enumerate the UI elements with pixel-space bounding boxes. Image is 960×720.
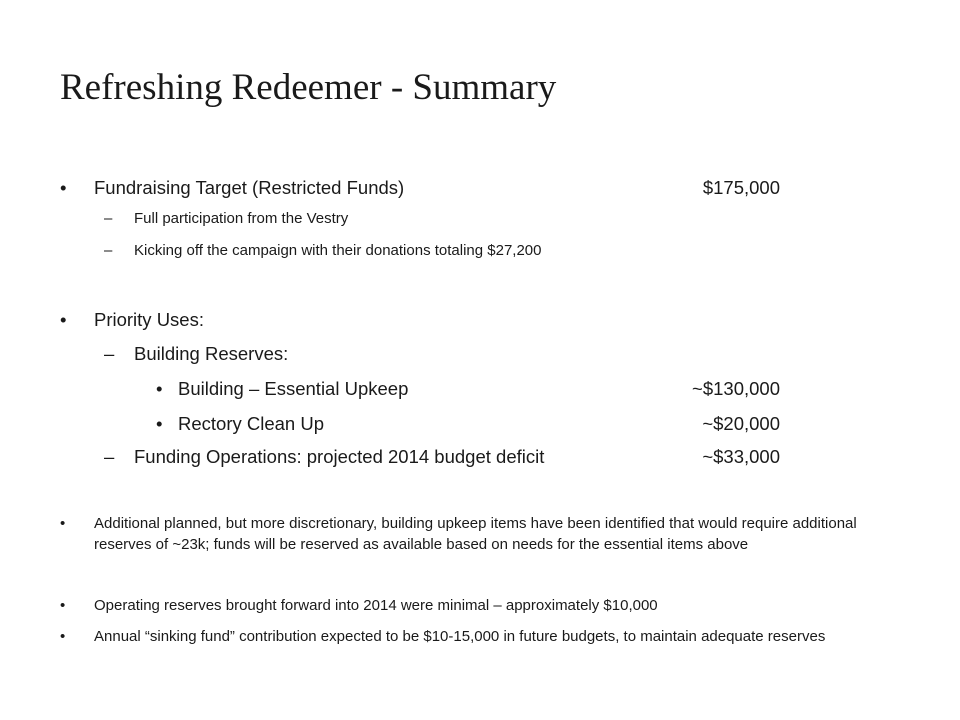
subitem-kickoff: Kicking off the campaign with their donations totaling $27,200 [134,242,542,259]
bullet-note-1: • [60,515,66,532]
bullet-fundraising: • [60,177,67,198]
note-operating-reserves: Operating reserves brought forward into 2014 were minimal – approximately $10,000 [94,597,658,614]
building-reserves-label: Building Reserves: [134,343,289,364]
slide-title: Refreshing Redeemer - Summary [60,67,557,108]
dash-kickoff: – [104,242,113,259]
dash-building-reserves: – [104,343,115,364]
rectory-amount: ~$20,000 [702,413,780,434]
bullet-essential-upkeep: • [156,378,163,399]
bullet-note-2: • [60,597,66,614]
note-additional-planned: Additional planned, but more discretionary, building upkeep items have been identified that would require additional reserves of ~23k; funds will be reserved as available based on needs for the essential items above [94,515,857,553]
essential-upkeep-label: Building – Essential Upkeep [178,378,409,399]
bullet-priority: • [60,309,67,330]
operations-amount: ~$33,000 [702,446,780,467]
note-sinking-fund: Annual “sinking fund” contribution expected to be $10-15,000 in future budgets, to maintain adequate reserves [94,628,826,645]
fundraising-label: Fundraising Target (Restricted Funds) [94,177,405,198]
priority-label: Priority Uses: [94,309,204,330]
bullet-note-3: • [60,628,66,645]
bullet-rectory: • [156,413,163,434]
essential-upkeep-amount: ~$130,000 [692,378,780,399]
subitem-vestry: Full participation from the Vestry [134,210,349,227]
operations-label: Funding Operations: projected 2014 budget deficit [134,446,545,467]
rectory-label: Rectory Clean Up [178,413,325,434]
fundraising-amount: $175,000 [702,177,780,198]
dash-vestry: – [104,210,113,227]
dash-operations: – [104,446,115,467]
